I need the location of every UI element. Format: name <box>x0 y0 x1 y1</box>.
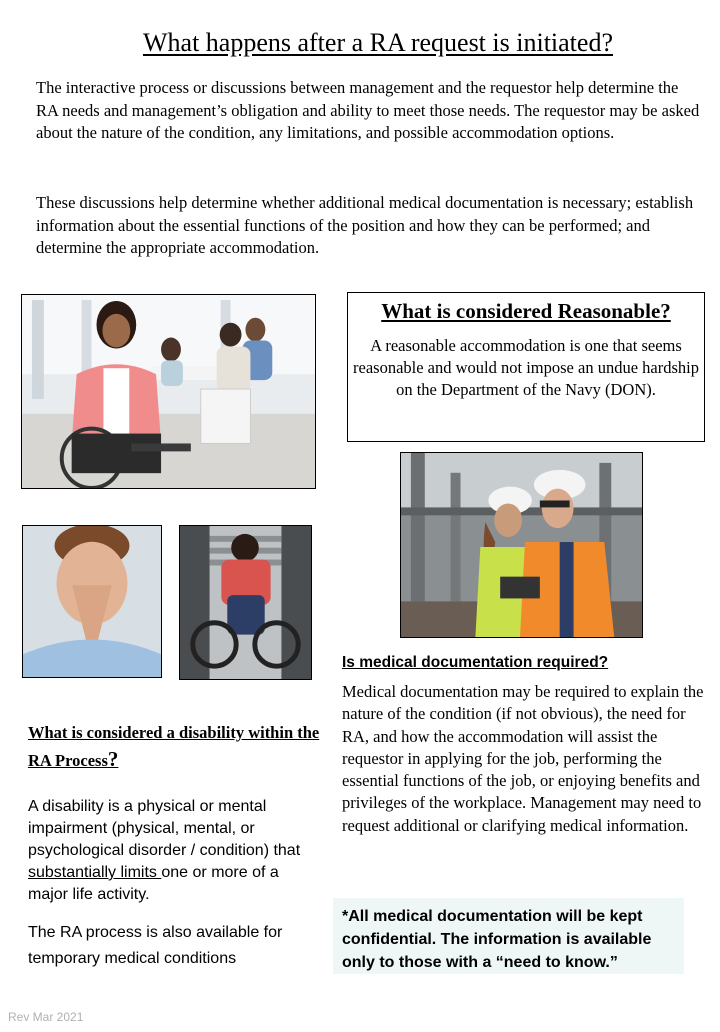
page-title: What happens after a RA request is initiated? <box>142 28 613 57</box>
intro-paragraph-1: The interactive process or discussions between management and the requestor help determine the RA needs and management’s obligation and ability to meet those needs. The requestor may be asked about the nature of the condition, any limitations, and possible accommodation options. <box>36 78 700 142</box>
disability-text-underlined: substantially limits <box>28 864 162 881</box>
wheelchair-user-photo <box>179 525 312 680</box>
disability-text-after: one or more of a major life activity. <box>28 864 279 903</box>
office-meeting-photo <box>21 294 316 489</box>
construction-workers-photo <box>400 452 643 638</box>
intro-paragraph-2: These discussions help determine whether additional medical documentation is necessary; establish information about the essential functions of the position and how they can be performed; and determine the appropriate accommodation. <box>36 193 694 257</box>
medical-title: Is medical documentation required? <box>342 654 609 671</box>
disability-title <box>28 720 328 774</box>
disability-text <box>28 796 308 906</box>
stressed-man-photo <box>22 525 162 678</box>
reasonable-box <box>347 292 705 442</box>
disability-title-question-mark: ? <box>107 747 119 771</box>
medical-text: Medical documentation may be required to explain the nature of the condition (if not obvious), the need for RA, and how the accommodation will assist the requestor in applying for the job, performing the essential functions of the job, or enjoying benefits and privileges of the workplace. Management may need to request additional or clarifying medical information. <box>342 682 704 835</box>
disability-text-before: A disability is a physical or mental impairment (physical, mental, or psychological disorder / condition) that <box>28 798 301 859</box>
reasonable-text: A reasonable accommodation is one that seems reasonable and would not impose an undue hardship on the Department of the Navy (DON). <box>353 336 699 399</box>
disability-title-text: What is considered a disability within the RA Process <box>28 723 320 770</box>
reasonable-title: What is considered Reasonable? <box>381 299 671 323</box>
revision-footer: Rev Mar 2021 <box>8 1010 84 1024</box>
ra-available-text: The RA process is also available for temporary medical conditions <box>28 924 283 967</box>
confidential-notice: *All medical documentation will be kept confidential. The information is available only to those with a “need to know.” <box>333 898 684 974</box>
